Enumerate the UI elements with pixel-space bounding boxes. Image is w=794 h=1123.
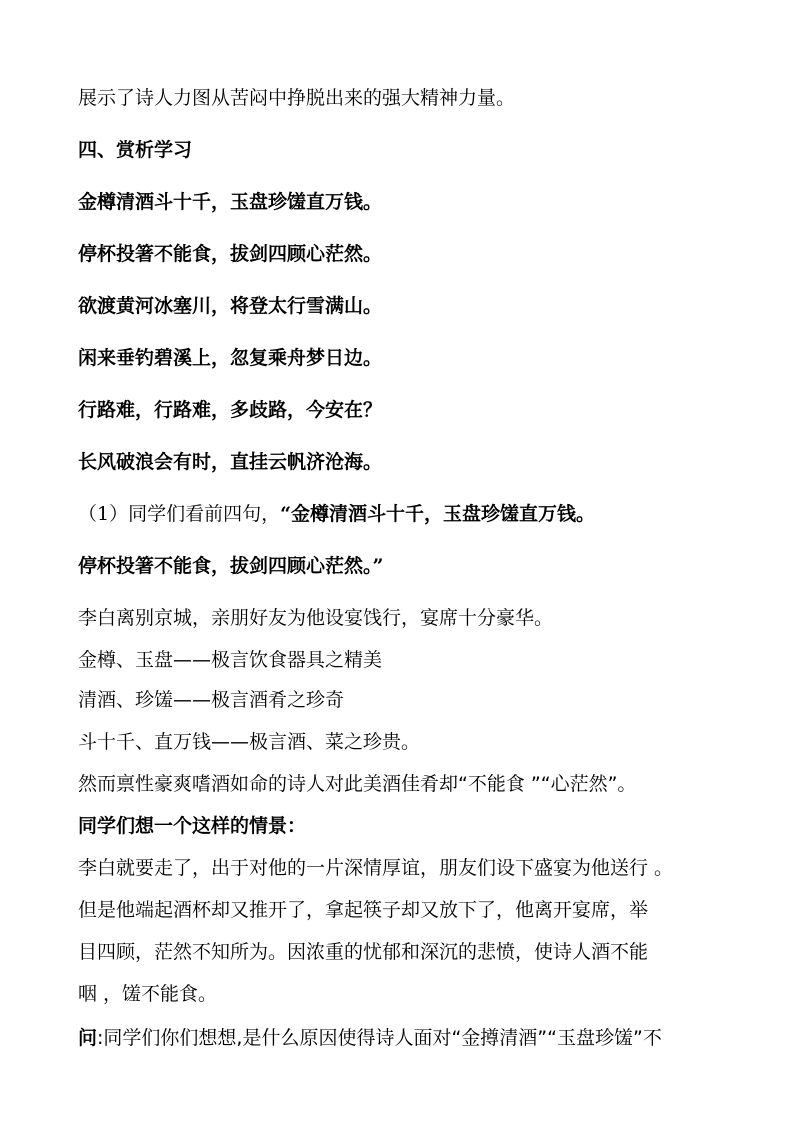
paragraph-line: 李白就要走了，出于对他的一片深情厚谊，朋友们设下盛宴为他送行 。 xyxy=(78,857,674,879)
section-heading: 四、赏析学习 xyxy=(78,139,193,161)
poem-line: 欲渡黄河冰塞川，将登太行雪满山。 xyxy=(78,295,383,317)
poem-line: 长风破浪会有时，直挂云帆济沧海。 xyxy=(78,451,383,473)
poem-line: 闲来垂钓碧溪上，忽复乘舟梦日边。 xyxy=(78,347,383,369)
quoted-poem-line: “金樽清酒斗十千，玉盘珍馐直万钱。 xyxy=(280,503,596,525)
paragraph-line: 李白离别京城，亲朋好友为他设宴饯行，宴席十分豪华。 xyxy=(78,607,554,629)
question-text: :同学们你们想想,是什么原因使得诗人面对“金撙清酒”“玉盘珍馐”不 xyxy=(97,1027,662,1049)
poem-line: 行路难，行路难，多歧路，今安在？ xyxy=(78,399,383,421)
paragraph-line: 清酒、珍馐——极言酒肴之珍奇 xyxy=(78,689,345,711)
question-intro xyxy=(78,502,595,526)
paragraph-line: 然而禀性豪爽嗜酒如命的诗人对此美酒佳肴却“不能食 ”“心茫然”。 xyxy=(78,773,637,795)
paragraph-line: 展示了诗人力图从苦闷中挣脱出来的强大精神力量。 xyxy=(78,87,516,109)
paragraph-line: 目四顾，茫然不知所为。因浓重的忧郁和深沉的悲愤，使诗人酒不能 xyxy=(78,941,649,963)
paragraph-line: 金樽、玉盘——极言饮食器具之精美 xyxy=(78,649,383,671)
poem-line: 停杯投箸不能食，拔剑四顾心茫然。 xyxy=(78,243,383,265)
question-line xyxy=(78,1026,662,1050)
quoted-poem-line: 停杯投箸不能食，拔剑四顾心茫然。” xyxy=(78,555,384,577)
paragraph-line: 咽 ，馐不能食。 xyxy=(78,983,218,1005)
paragraph-line: 斗十千、直万钱——极言酒、菜之珍贵。 xyxy=(78,731,421,753)
question-label: 问 xyxy=(78,1027,98,1049)
scenario-heading: 同学们想一个这样的情景： xyxy=(78,815,307,837)
question-prefix: （1）同学们看前四句， xyxy=(78,503,281,525)
poem-line: 金樽清酒斗十千，玉盘珍馐直万钱。 xyxy=(78,191,383,213)
paragraph-line: 但是他端起酒杯却又推开了，拿起筷子却又放下了，他离开宴席，举 xyxy=(78,899,649,921)
